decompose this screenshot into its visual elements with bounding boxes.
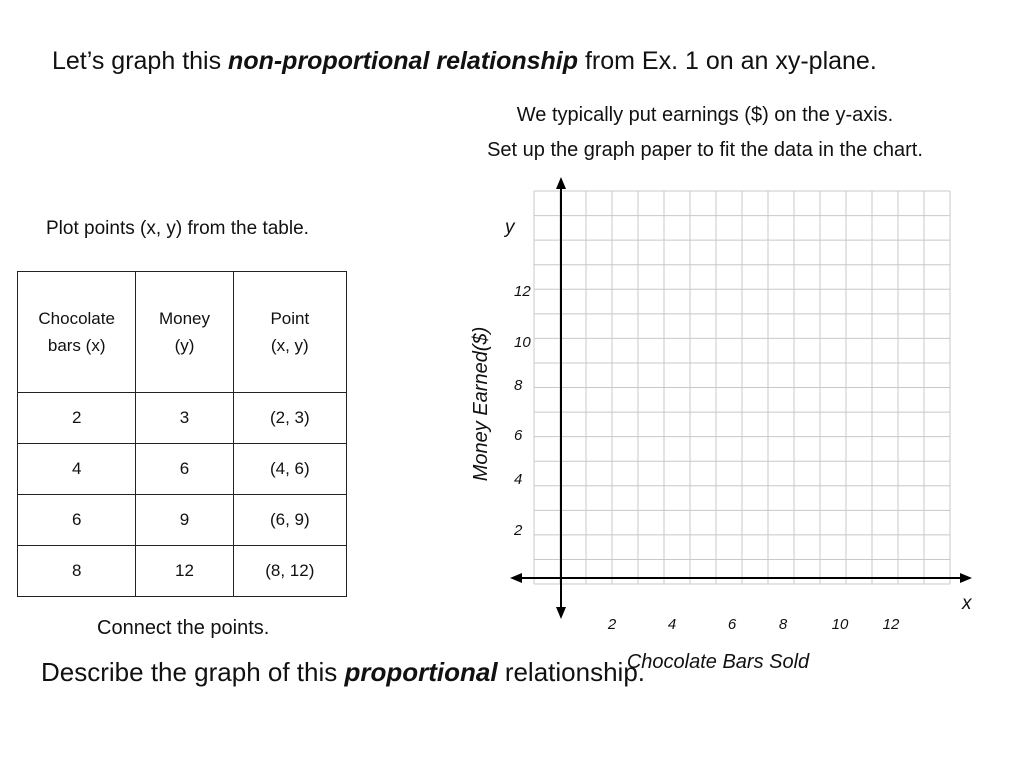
- header-money-line1: Money: [158, 309, 211, 328]
- axes: [510, 177, 972, 619]
- x-tick-label: 6: [727, 616, 737, 633]
- table-cell: 12: [136, 546, 233, 597]
- title-part1: Let’s graph this: [52, 47, 229, 75]
- x-axis-arrow-right: [960, 573, 972, 583]
- y-tick-label: 2: [514, 522, 523, 539]
- header-chocolate-line1: Chocolate: [38, 309, 115, 328]
- x-tick-label: 12: [882, 616, 900, 633]
- y-tick-label: 8: [514, 377, 523, 394]
- connect-points-text: Connect the points.: [97, 617, 270, 639]
- y-axis-arrow-down: [556, 607, 566, 619]
- table-cell: 6: [18, 495, 136, 546]
- y-axis-arrow-up: [556, 177, 566, 189]
- y-tick-label: 10: [514, 334, 531, 351]
- title-part2: from Ex. 1 on an xy-plane.: [578, 47, 877, 75]
- table-cell: 3: [136, 393, 233, 444]
- y-axis-title: Money Earned($): [470, 326, 492, 482]
- x-tick-label: 4: [667, 616, 677, 633]
- plot-instruction: Plot points (x, y) from the table.: [46, 218, 309, 239]
- table-cell: (2, 3): [233, 393, 346, 444]
- y-tick-label: 12: [514, 283, 531, 300]
- header-point-line2: (x, y): [270, 336, 309, 355]
- header-point-line1: Point: [270, 309, 310, 328]
- table-cell: 4: [18, 444, 136, 495]
- describe-emphasis: proportional: [344, 657, 498, 687]
- subtitle-line-1: We typically put earnings ($) on the y-axis.: [516, 104, 894, 126]
- grid-lines: [534, 191, 950, 584]
- title-emphasis: non-proportional relationship: [228, 47, 579, 75]
- describe-part2: relationship.: [497, 657, 646, 687]
- x-axis-letter: x: [962, 593, 972, 614]
- x-tick-label: 8: [778, 616, 788, 633]
- table-cell: 2: [18, 393, 136, 444]
- table-cell: (4, 6): [233, 444, 346, 495]
- table-cell: (8, 12): [233, 546, 346, 597]
- tick-labels: [513, 283, 900, 633]
- describe-part1: Describe the graph of this: [41, 657, 345, 687]
- y-tick-label: 4: [514, 471, 523, 488]
- x-tick-label: 10: [831, 616, 849, 633]
- header-chocolate-line2: bars (x): [47, 336, 106, 355]
- table-cell: 9: [136, 495, 233, 546]
- table-cell: (6, 9): [233, 495, 346, 546]
- x-axis-arrow-left: [510, 573, 522, 583]
- y-axis-letter: y: [505, 217, 515, 238]
- table-cell: 6: [136, 444, 233, 495]
- y-tick-label: 6: [514, 427, 523, 444]
- x-tick-label: 2: [607, 616, 617, 633]
- x-axis-title: Chocolate Bars Sold: [626, 651, 810, 673]
- header-money-line2: (y): [174, 336, 195, 355]
- subtitle-line-2: Set up the graph paper to fit the data in the chart.: [487, 139, 923, 161]
- table-cell: 8: [18, 546, 136, 597]
